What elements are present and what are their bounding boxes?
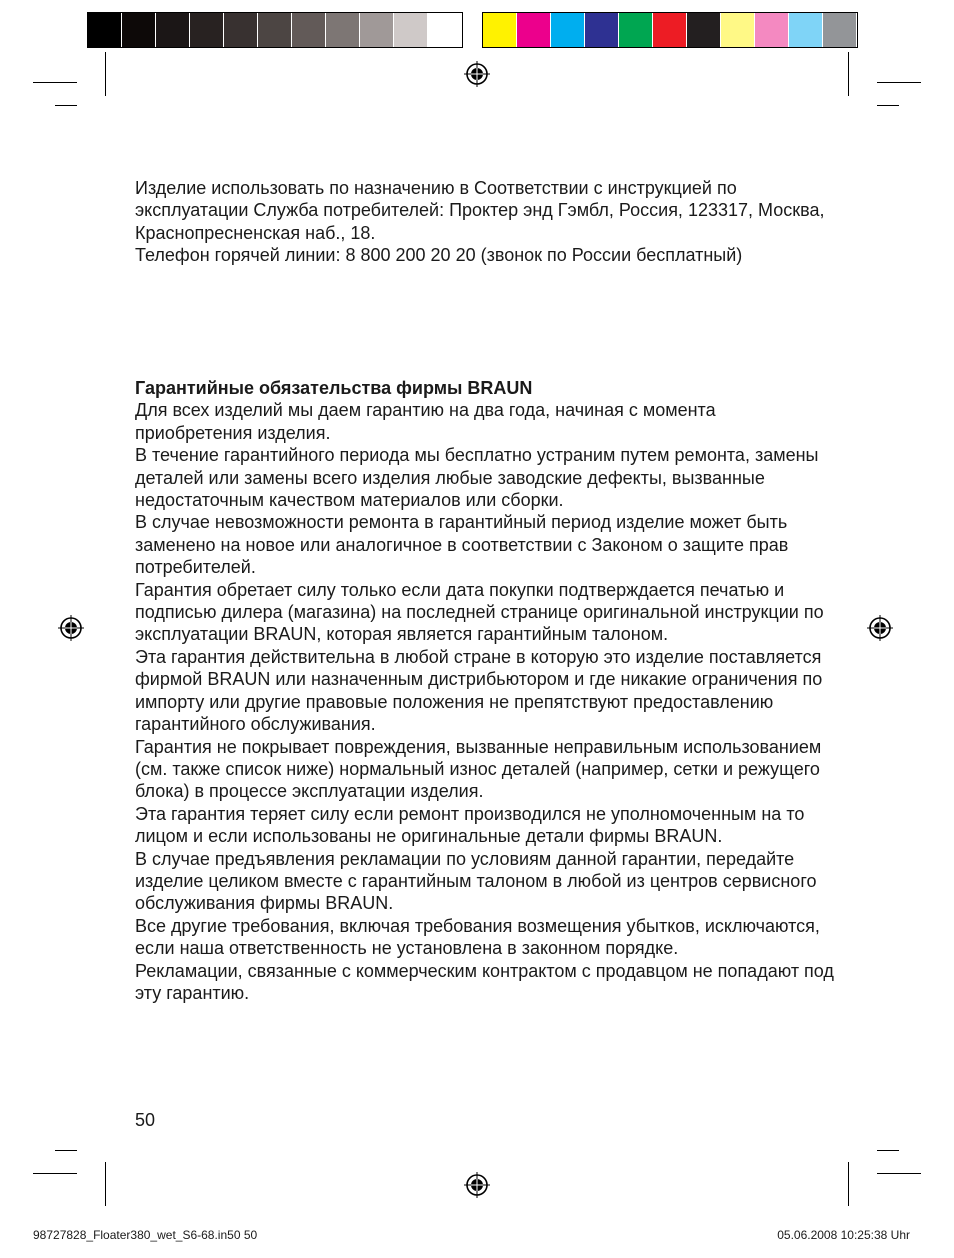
warranty-heading: Гарантийные обязательства фирмы BRAUN — [135, 378, 533, 398]
hotline-paragraph: Телефон горячей линии: 8 800 200 20 20 (звонок по России бесплатный) — [135, 245, 743, 266]
color-swatch — [823, 13, 857, 47]
warranty-paragraph: Все другие требования, включая требования возмещения убытков, исключаются, если наша ответственность не установлена в законном порядке. — [135, 915, 820, 959]
warranty-paragraph: Для всех изделий мы даем гарантию на два года, начиная с момента приобретения изделия. — [135, 400, 716, 443]
registration-mark-icon — [867, 615, 893, 641]
color-swatch — [360, 13, 394, 47]
footer-file-info: 98727828_Floater380_wet_S6-68.in50 50 — [33, 1228, 258, 1242]
crop-mark — [877, 1150, 899, 1151]
color-swatch — [258, 13, 292, 47]
warranty-paragraph: Гарантия не покрывает повреждения, вызванные неправильным использованием (см. также список ниже) нормальный износ деталей (например, сетки и режущего блока) в процессе эксплуатации изделия. — [135, 736, 822, 802]
color-swatch — [517, 13, 551, 47]
warranty-block — [135, 377, 835, 1004]
color-swatch — [585, 13, 619, 47]
color-swatch — [687, 13, 721, 47]
warranty-paragraph: Эта гарантия действительна в любой стране в которую это изделие поставляется фирмой BRAUN или назначенным дистрибьютором и где никакие ограничения по импорту или другие правовые положения не препятствуют предоставлению гарантийного обслуживания. — [135, 646, 823, 735]
process-color-bar — [482, 12, 858, 48]
color-swatch — [483, 13, 517, 47]
color-swatch — [428, 13, 462, 47]
crop-mark — [877, 105, 899, 106]
service-info-paragraph: Изделие использовать по назначению в Соответствии с инструкцией по эксплуатации Служба потребителей: Проктер энд Гэмбл, Россия, 123317, Москва, Краснопресненская наб., 18. — [135, 178, 825, 243]
warranty-paragraph: Рекламации, связанные с коммерческим контрактом с продавцом не попадают под эту гарантию. — [135, 960, 834, 1003]
crop-mark — [105, 1162, 106, 1206]
color-swatch — [551, 13, 585, 47]
service-info-block — [135, 177, 835, 267]
color-swatch — [326, 13, 360, 47]
color-swatch — [88, 13, 122, 47]
color-swatch — [224, 13, 258, 47]
warranty-paragraph: Эта гарантия теряет силу если ремонт производился не уполномоченным на то лицом и если использованы не оригинальные детали фирмы BRAUN. — [135, 803, 805, 847]
crop-mark — [105, 52, 106, 96]
color-swatch — [619, 13, 653, 47]
color-swatch — [653, 13, 687, 47]
crop-mark — [33, 82, 77, 83]
crop-mark — [877, 1173, 921, 1174]
color-swatch — [721, 13, 755, 47]
warranty-paragraph: Гарантия обретает силу только если дата покупки подтверждается печатью и подписью дилера (магазина) на последней странице оригинальной инструкции по эксплуатации BRAUN, которая является гарантийным талоном. — [135, 579, 824, 645]
crop-mark — [848, 52, 849, 96]
crop-mark — [55, 1150, 77, 1151]
color-swatch — [394, 13, 428, 47]
crop-mark — [55, 105, 77, 106]
page-number: 50 — [135, 1110, 156, 1130]
crop-mark — [33, 1173, 77, 1174]
registration-mark-icon — [464, 61, 490, 87]
color-swatch — [122, 13, 156, 47]
warranty-paragraph: В случае невозможности ремонта в гарантийный период изделие может быть заменено на новое или аналогичное в соответствии с Законом о защите прав потребителей. — [135, 512, 789, 578]
crop-mark — [848, 1162, 849, 1206]
color-swatch — [292, 13, 326, 47]
color-swatch — [156, 13, 190, 47]
grayscale-color-bar — [87, 12, 463, 48]
crop-mark — [877, 82, 921, 83]
color-swatch — [789, 13, 823, 47]
registration-mark-icon — [464, 1172, 490, 1198]
color-swatch — [755, 13, 789, 47]
warranty-paragraph: В случае предъявления рекламации по условиям данной гарантии, передайте изделие целиком вместе с гарантийным талоном в любой из центров сервисного обслуживания фирмы BRAUN. — [135, 848, 817, 914]
registration-mark-icon — [58, 615, 84, 641]
footer-timestamp: 05.06.2008 10:25:38 Uhr — [777, 1228, 910, 1242]
warranty-paragraph: В течение гарантийного периода мы бесплатно устраним путем ремонта, замены деталей или замены всего изделия любые заводские дефекты, вызванные недостаточным качеством материалов или сборки. — [135, 445, 819, 511]
color-swatch — [190, 13, 224, 47]
